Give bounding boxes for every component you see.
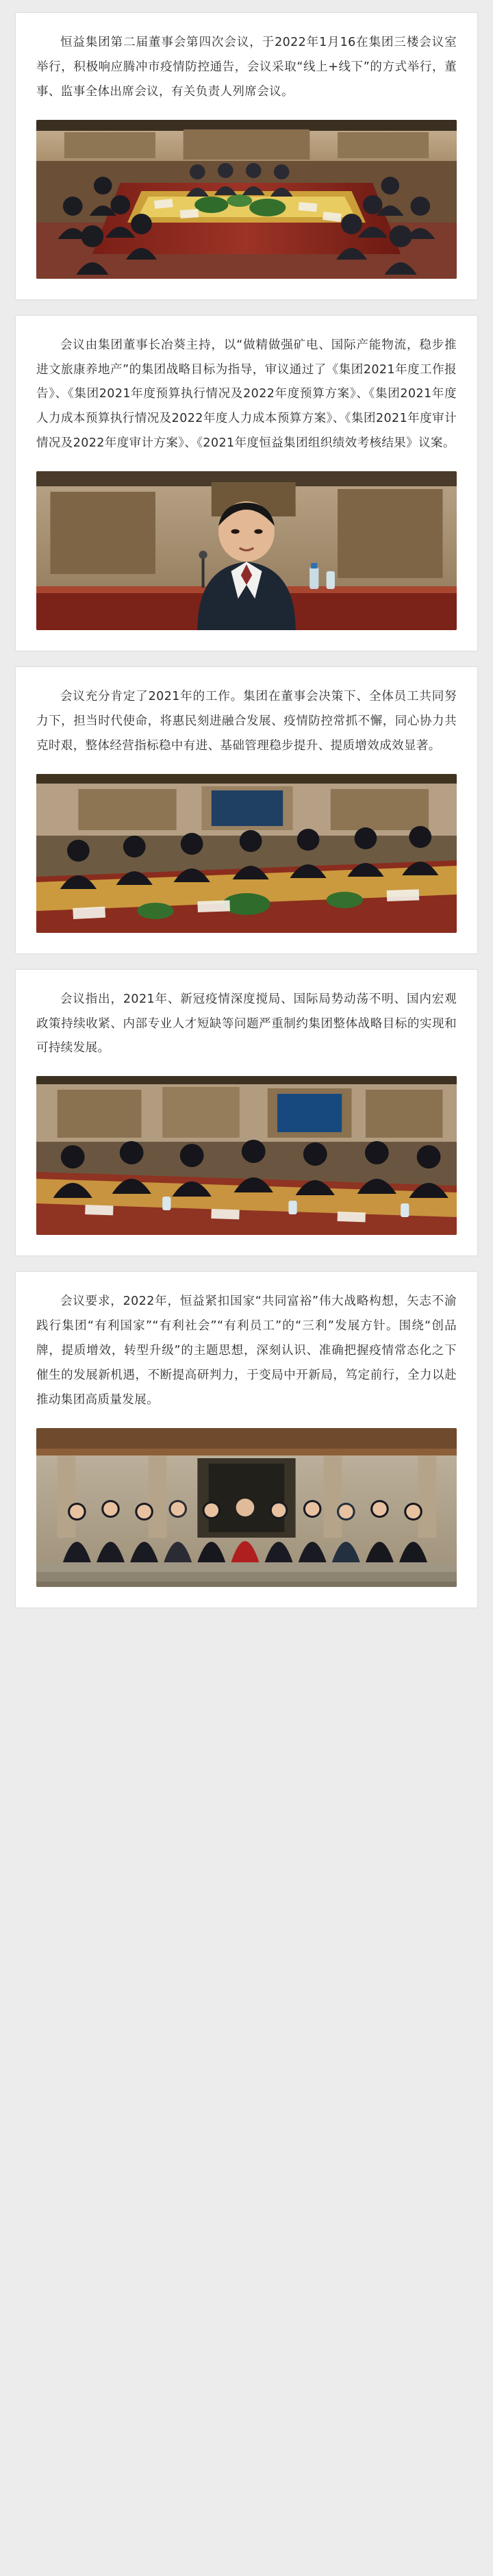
article-section [15, 1271, 478, 1608]
section-paragraph: 恒益集团第二届董事会第四次会议，于2022年1月16在集团三楼会议室举行，积极响应腾冲市疫情防控通告，会议采取“线上+线下”的方式举行，董事、监事全体出席会议，有关负责人列席会议。 [36, 36, 457, 99]
meeting-attendees-left-side-photo [36, 774, 457, 933]
article-section [15, 969, 478, 1257]
article-section [15, 666, 478, 954]
article-section [15, 315, 478, 651]
group-photo-on-steps [36, 1428, 457, 1587]
boardroom-overview-photo [36, 120, 457, 279]
article-section [15, 12, 478, 300]
section-paragraph: 会议由集团董事长冶葵主持，以“做精做强矿电、国际产能物流，稳步推进文旅康养地产”的集团战略目标为指导，审议通过了《集团2021年度工作报告》、《集团2021年度预算执行情况及2022年度预算方案》、《集团2021年度人力成本预算执行情况及2022年度人力成本预算方案》、《集团2021年度审计情况及2022年度审计方案》、《2021年度恒益集团组织绩效考核结果》议案。 [36, 338, 457, 451]
meeting-attendees-right-side-photo [36, 1076, 457, 1235]
chairman-speaking-photo [36, 471, 457, 630]
section-paragraph: 会议指出，2021年、新冠疫情深度搅局、国际局势动荡不明、国内宏观政策持续收紧、内部专业人才短缺等问题严重制约集团整体战略目标的实现和可持续发展。 [36, 992, 457, 1055]
section-paragraph: 会议要求，2022年，恒益紧扣国家“共同富裕”伟大战略构想，矢志不渝践行集团“有利国家”“有利社会”“有利员工”的“三利”发展方针。围绕“创品牌，提质增效，转型升级”的主题思想，深刻认识、准确把握疫情常态化之下催生的发展新机遇，不断提高研判力，于变局中开新局，笃定前行，全力以赴推动集团高质量发展。 [36, 1295, 457, 1407]
section-paragraph: 会议充分肯定了2021年的工作。集团在董事会决策下、全体员工共同努力下，担当时代使命，将惠民刻进融合发展、疫情防控常抓不懈，同心协力共克时艰，整体经营指标稳中有进、基础管理稳步提升、提质增效成效显著。 [36, 690, 457, 753]
